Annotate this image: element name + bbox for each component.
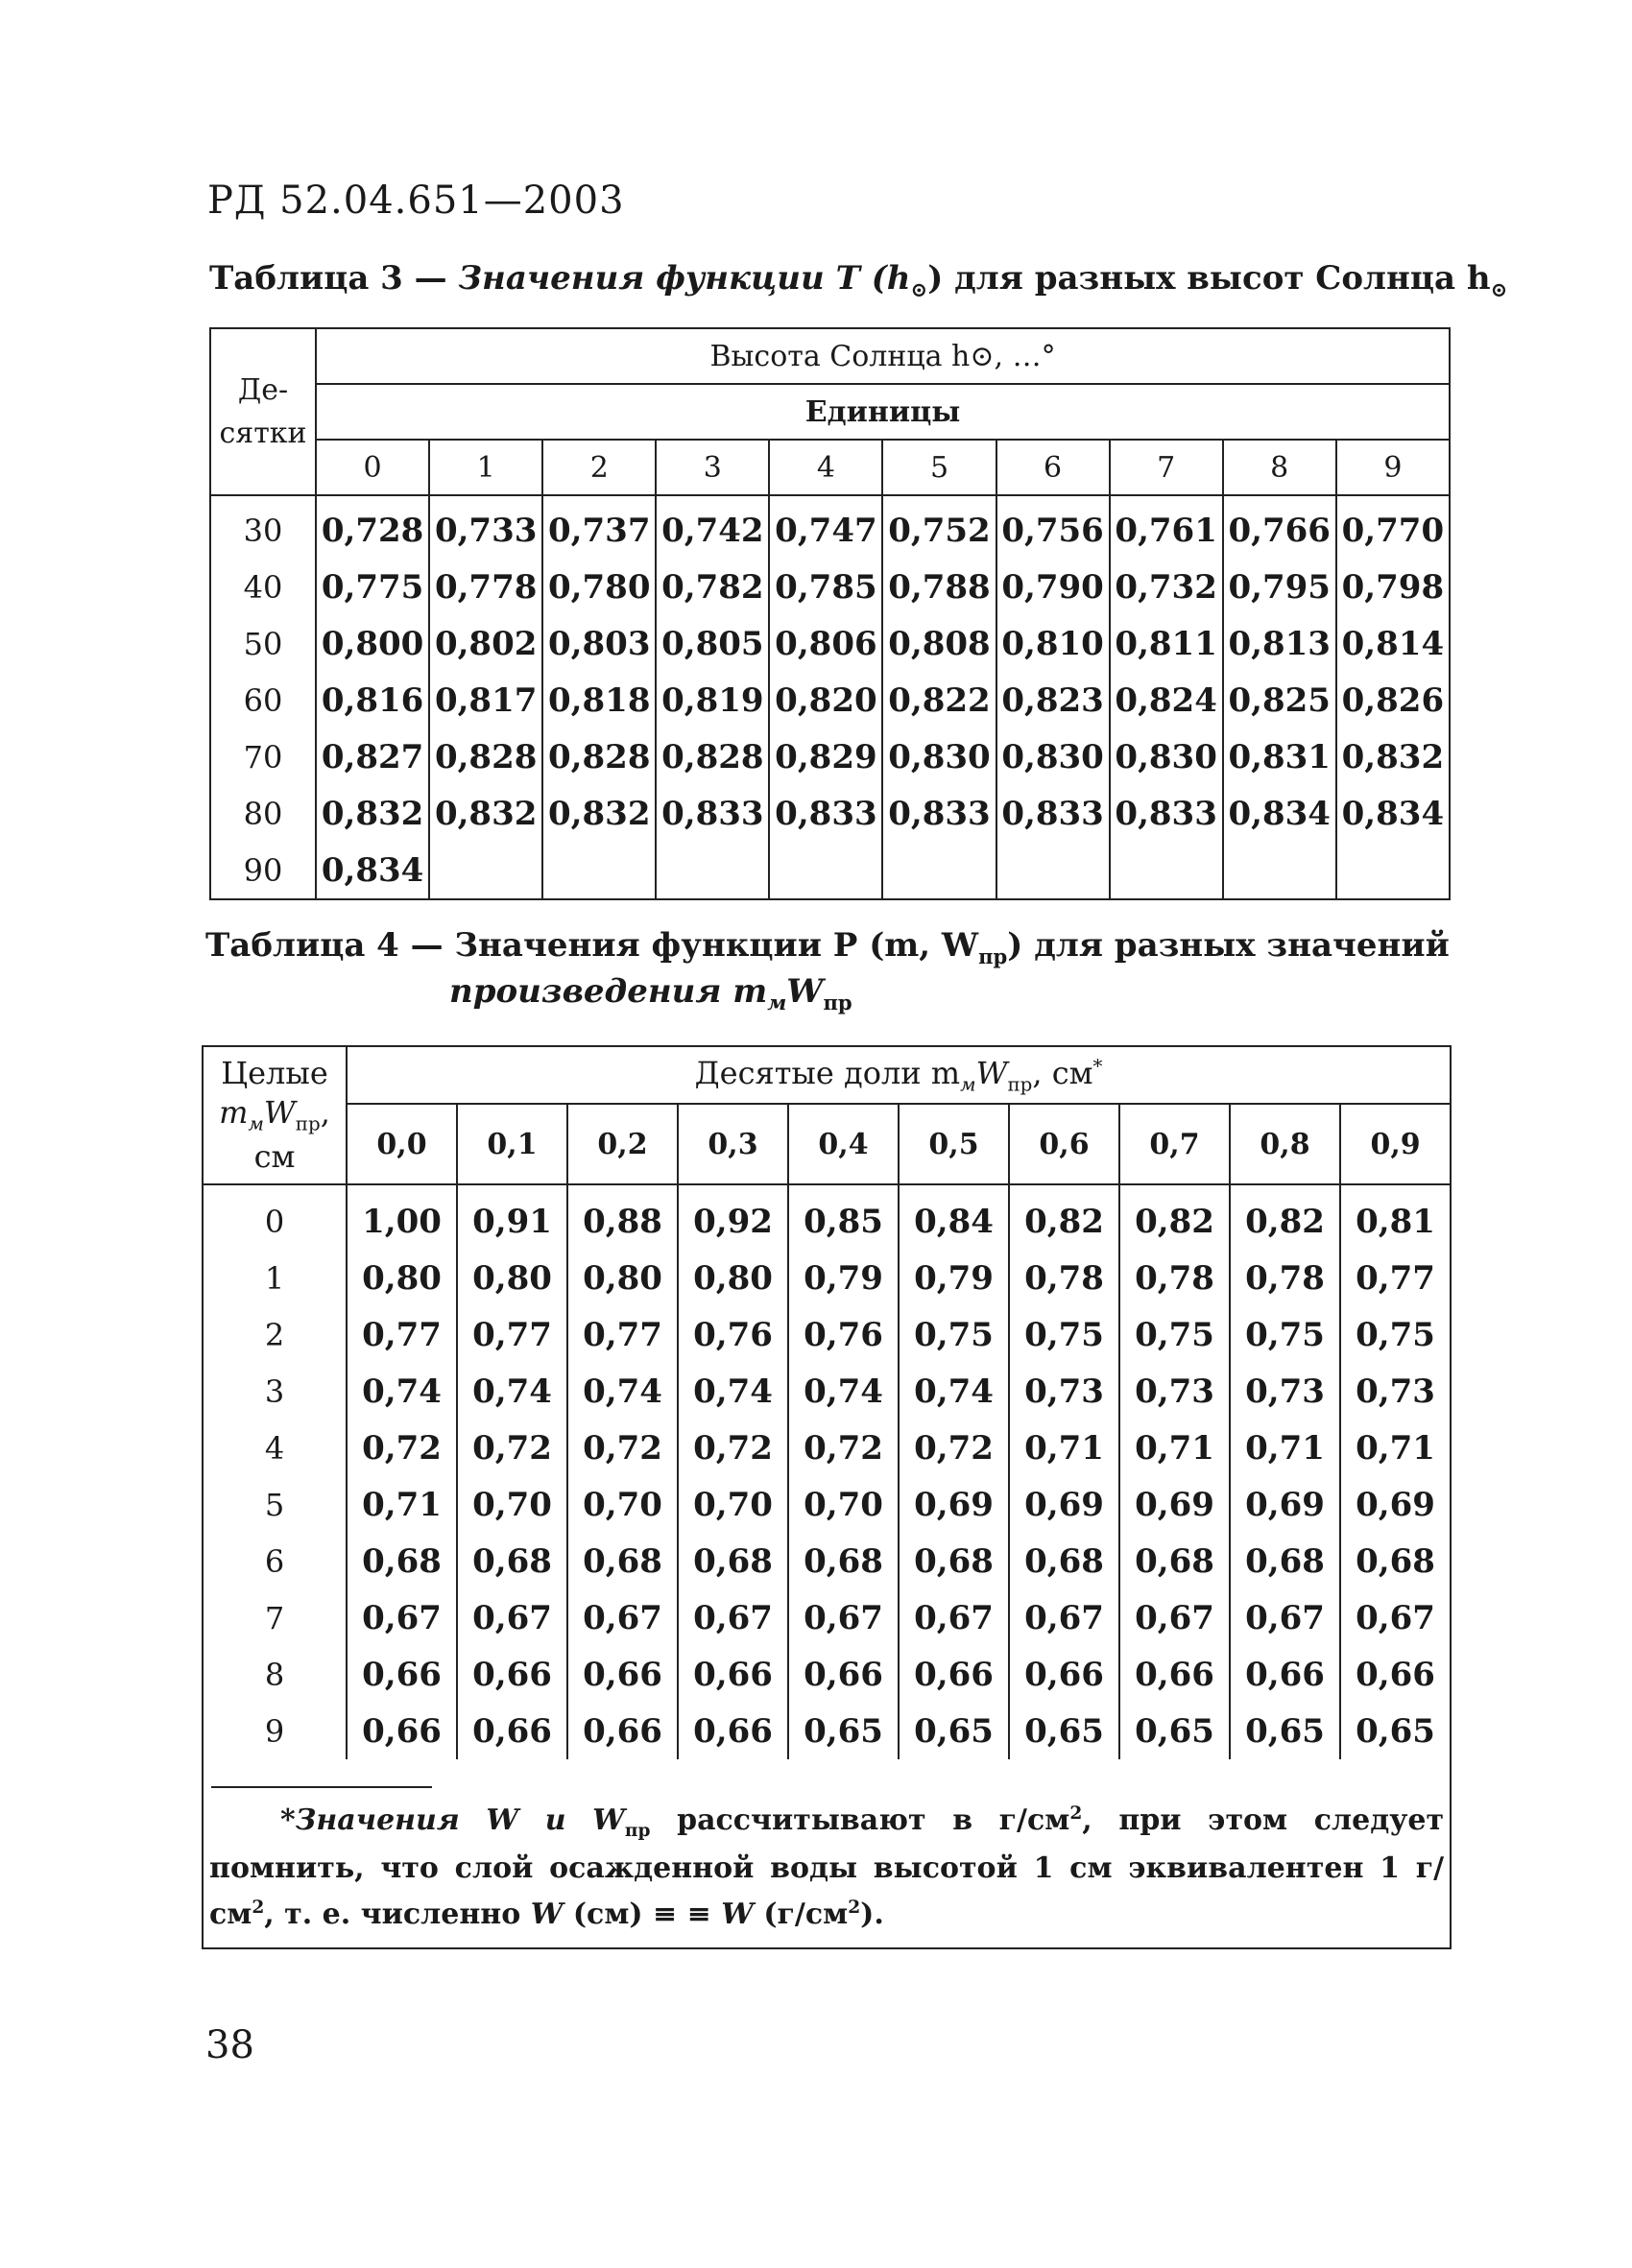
table4-column-header: 0,7 bbox=[1119, 1104, 1230, 1184]
table4-row-header: 9 bbox=[203, 1703, 347, 1759]
table4-cell: 0,88 bbox=[567, 1184, 678, 1250]
table3-cell: 0,805 bbox=[656, 615, 769, 672]
table4-row-header: 2 bbox=[203, 1306, 347, 1363]
table4-cell: 0,68 bbox=[1230, 1533, 1340, 1589]
footnote-w4: W bbox=[721, 1897, 754, 1931]
table3-header-height: Высота Солнца h⊙, …° bbox=[316, 328, 1450, 384]
table4-cell: 0,67 bbox=[457, 1589, 567, 1646]
table3-cell: 0,800 bbox=[316, 615, 429, 672]
table4-cell: 0,77 bbox=[347, 1306, 457, 1363]
table4-cell: 0,72 bbox=[567, 1420, 678, 1476]
table3-row-header: 90 bbox=[210, 842, 316, 899]
table4-cell: 0,66 bbox=[567, 1646, 678, 1703]
table4-header-tenths bbox=[347, 1046, 1451, 1104]
table4-header-w: W bbox=[975, 1054, 1008, 1091]
table3-caption-tail: ) для разных высот Солнца h bbox=[927, 259, 1491, 298]
table4-cell: 0,67 bbox=[788, 1589, 899, 1646]
table4-cell: 0,70 bbox=[567, 1476, 678, 1533]
table4-cell: 0,65 bbox=[1230, 1703, 1340, 1759]
table4-cell: 0,73 bbox=[1340, 1363, 1451, 1420]
table4-cell: 0,69 bbox=[899, 1476, 1009, 1533]
table3-cell: 0,833 bbox=[656, 785, 769, 842]
table-row bbox=[210, 672, 1450, 728]
table4-cell: 0,70 bbox=[678, 1476, 788, 1533]
table3-cell: 0,831 bbox=[1223, 728, 1336, 785]
footnote-part4: , при этом следует помнить, что слой осажденной воды высотой 1 см эквивалентен 1 г/см bbox=[209, 1803, 1445, 1931]
table3-row-header-label: Де- сятки bbox=[210, 328, 316, 495]
table4-header-text: Десятые доли m bbox=[694, 1054, 961, 1091]
table4-cell: 0,71 bbox=[1230, 1420, 1340, 1476]
table3-cell: 0,775 bbox=[316, 559, 429, 615]
table4-header-end: , см bbox=[1032, 1054, 1093, 1091]
table4-cell: 0,82 bbox=[1009, 1184, 1119, 1250]
table3-row-header: 60 bbox=[210, 672, 316, 728]
table3-column-header: 0 bbox=[316, 440, 429, 495]
table3-cell: 0,817 bbox=[429, 672, 542, 728]
table4-cell: 0,75 bbox=[1009, 1306, 1119, 1363]
table4-cell: 0,68 bbox=[788, 1533, 899, 1589]
table3-cell bbox=[769, 842, 882, 899]
table4-cell: 0,66 bbox=[1009, 1646, 1119, 1703]
table4-cell: 0,74 bbox=[567, 1363, 678, 1420]
table4-cell: 0,71 bbox=[347, 1476, 457, 1533]
table4-cell: 0,80 bbox=[567, 1250, 678, 1306]
table4-cell: 0,74 bbox=[678, 1363, 788, 1420]
table3-cell bbox=[1110, 842, 1223, 899]
table3-cell: 0,826 bbox=[1336, 672, 1450, 728]
footnote-part1: Значения bbox=[295, 1803, 487, 1837]
table4-cell: 0,66 bbox=[678, 1703, 788, 1759]
table4-cell: 1,00 bbox=[347, 1184, 457, 1250]
table3-cell: 0,798 bbox=[1336, 559, 1450, 615]
table4-cell: 0,79 bbox=[788, 1250, 899, 1306]
table4 bbox=[202, 1045, 1452, 1949]
table-row bbox=[203, 1363, 1451, 1420]
table3-cell: 0,832 bbox=[429, 785, 542, 842]
footnote-cell bbox=[203, 1759, 1451, 1948]
table4-cell: 0,66 bbox=[788, 1646, 899, 1703]
table-row bbox=[203, 1306, 1451, 1363]
table4-cell: 0,65 bbox=[1009, 1703, 1119, 1759]
footnote-marker: * bbox=[1092, 1055, 1103, 1078]
table3-cell: 0,802 bbox=[429, 615, 542, 672]
table3-row-header: 40 bbox=[210, 559, 316, 615]
table3-cell: 0,788 bbox=[882, 559, 996, 615]
table3-cell bbox=[542, 842, 656, 899]
table4-cell: 0,66 bbox=[457, 1646, 567, 1703]
table3-cell: 0,818 bbox=[542, 672, 656, 728]
table4-cell: 0,79 bbox=[899, 1250, 1009, 1306]
table4-header-sub-m: м bbox=[960, 1073, 976, 1096]
footnote-w2-sub: пр bbox=[624, 1821, 651, 1841]
table-row bbox=[203, 1476, 1451, 1533]
table-row bbox=[203, 1420, 1451, 1476]
table3-cell: 0,803 bbox=[542, 615, 656, 672]
table3-cell: 0,737 bbox=[542, 495, 656, 559]
table-row bbox=[203, 1589, 1451, 1646]
table4-cell: 0,68 bbox=[457, 1533, 567, 1589]
table4-corner-line1: Целые bbox=[221, 1054, 328, 1091]
footnote-part8: ). bbox=[860, 1897, 884, 1931]
table-row bbox=[203, 1533, 1451, 1589]
table4-cell: 0,66 bbox=[567, 1703, 678, 1759]
table4-cell: 0,81 bbox=[1340, 1184, 1451, 1250]
table4-column-header: 0,4 bbox=[788, 1104, 899, 1184]
table4-column-header: 0,5 bbox=[899, 1104, 1009, 1184]
table4-cell: 0,84 bbox=[899, 1184, 1009, 1250]
table-row bbox=[210, 559, 1450, 615]
table-row bbox=[203, 1184, 1451, 1250]
table3-cell: 0,756 bbox=[996, 495, 1110, 559]
table4-cell: 0,91 bbox=[457, 1184, 567, 1250]
table3-cell: 0,795 bbox=[1223, 559, 1336, 615]
table4-caption-sub: пр bbox=[978, 943, 1008, 968]
table4-caption-line2: произведения m bbox=[449, 972, 768, 1012]
table3-row-header: 30 bbox=[210, 495, 316, 559]
table3-cell: 0,834 bbox=[1223, 785, 1336, 842]
table3-cell: 0,752 bbox=[882, 495, 996, 559]
footnote-part3: рассчитывают в г/см bbox=[650, 1803, 1070, 1837]
table-row bbox=[210, 495, 1450, 559]
table3-cell bbox=[1336, 842, 1450, 899]
table3-cell: 0,728 bbox=[316, 495, 429, 559]
table4-cell: 0,68 bbox=[1119, 1533, 1230, 1589]
table4-cell: 0,68 bbox=[567, 1533, 678, 1589]
table4-row-header: 6 bbox=[203, 1533, 347, 1589]
table3-cell: 0,811 bbox=[1110, 615, 1223, 672]
table4-cell: 0,66 bbox=[457, 1703, 567, 1759]
table4-corner-w: W bbox=[263, 1094, 296, 1132]
table4-cell: 0,72 bbox=[899, 1420, 1009, 1476]
table4-cell: 0,72 bbox=[678, 1420, 788, 1476]
table4-cell: 0,75 bbox=[899, 1306, 1009, 1363]
table4-cell: 0,73 bbox=[1009, 1363, 1119, 1420]
table4-cell: 0,74 bbox=[347, 1363, 457, 1420]
table4-cell: 0,80 bbox=[457, 1250, 567, 1306]
table3-cell: 0,816 bbox=[316, 672, 429, 728]
table3-cell: 0,833 bbox=[996, 785, 1110, 842]
table4-cell: 0,78 bbox=[1119, 1250, 1230, 1306]
table3-column-header: 3 bbox=[656, 440, 769, 495]
table3-cell: 0,814 bbox=[1336, 615, 1450, 672]
table4-row-header: 0 bbox=[203, 1184, 347, 1250]
table4-cell: 0,72 bbox=[347, 1420, 457, 1476]
table3-cell: 0,782 bbox=[656, 559, 769, 615]
table4-cell: 0,82 bbox=[1119, 1184, 1230, 1250]
table-row bbox=[210, 785, 1450, 842]
table3-cell: 0,742 bbox=[656, 495, 769, 559]
table4-row-header: 1 bbox=[203, 1250, 347, 1306]
table4-cell: 0,66 bbox=[1340, 1646, 1451, 1703]
table4-cell: 0,73 bbox=[1230, 1363, 1340, 1420]
table3-column-header: 7 bbox=[1110, 440, 1223, 495]
table4-cell: 0,67 bbox=[1340, 1589, 1451, 1646]
table4-cell: 0,66 bbox=[1230, 1646, 1340, 1703]
table4-cell: 0,77 bbox=[567, 1306, 678, 1363]
table4-cell: 0,65 bbox=[788, 1703, 899, 1759]
table3-caption bbox=[209, 257, 1508, 303]
sun-symbol-icon: ⊙ bbox=[1490, 276, 1508, 301]
table-row bbox=[210, 615, 1450, 672]
table4-cell: 0,74 bbox=[899, 1363, 1009, 1420]
table4-cell: 0,66 bbox=[347, 1703, 457, 1759]
table3-column-header: 4 bbox=[769, 440, 882, 495]
table3-cell bbox=[882, 842, 996, 899]
table4-row-header-label: Целые $m_мW_{пр}$, см bbox=[203, 1046, 347, 1184]
table4-cell: 0,73 bbox=[1119, 1363, 1230, 1420]
table4-cell: 0,75 bbox=[1119, 1306, 1230, 1363]
table4-row-header: 4 bbox=[203, 1420, 347, 1476]
table4-cell: 0,77 bbox=[457, 1306, 567, 1363]
document-code: РД 52.04.651—2003 bbox=[207, 179, 625, 223]
table3-cell: 0,733 bbox=[429, 495, 542, 559]
table3-cell: 0,833 bbox=[882, 785, 996, 842]
footnote-w3: W bbox=[530, 1897, 564, 1931]
table4-cell: 0,92 bbox=[678, 1184, 788, 1250]
table4-cell: 0,78 bbox=[1009, 1250, 1119, 1306]
table3-column-header: 5 bbox=[882, 440, 996, 495]
table4-corner-unit: см bbox=[253, 1137, 296, 1175]
table4-cell: 0,67 bbox=[678, 1589, 788, 1646]
table3-cell bbox=[656, 842, 769, 899]
table4-caption-w: W bbox=[786, 972, 824, 1012]
table3-cell: 0,832 bbox=[316, 785, 429, 842]
table3-column-header: 2 bbox=[542, 440, 656, 495]
table3-cell: 0,732 bbox=[1110, 559, 1223, 615]
table-row bbox=[210, 728, 1450, 785]
table3-cell: 0,770 bbox=[1336, 495, 1450, 559]
footnote-part5: , т. е. численно bbox=[264, 1897, 531, 1931]
table4-cell: 0,68 bbox=[899, 1533, 1009, 1589]
table4-caption-sub-pr: пр bbox=[823, 991, 852, 1015]
table3-cell: 0,808 bbox=[882, 615, 996, 672]
table3 bbox=[209, 327, 1451, 900]
table4-caption-sub-m: м bbox=[767, 991, 787, 1015]
table4-corner-m: m bbox=[219, 1094, 249, 1132]
table3-cell: 0,823 bbox=[996, 672, 1110, 728]
table3-column-header: 6 bbox=[996, 440, 1110, 495]
table4-cell: 0,82 bbox=[1230, 1184, 1340, 1250]
table3-cell: 0,827 bbox=[316, 728, 429, 785]
table-row bbox=[203, 1646, 1451, 1703]
footnote-sup2: 2 bbox=[252, 1897, 265, 1918]
table4-cell: 0,69 bbox=[1340, 1476, 1451, 1533]
table3-cell: 0,830 bbox=[996, 728, 1110, 785]
table4-cell: 0,67 bbox=[1230, 1589, 1340, 1646]
table4-cell: 0,65 bbox=[1119, 1703, 1230, 1759]
table4-cell: 0,68 bbox=[1009, 1533, 1119, 1589]
table4-cell: 0,78 bbox=[1230, 1250, 1340, 1306]
table3-cell: 0,830 bbox=[882, 728, 996, 785]
table4-cell: 0,67 bbox=[567, 1589, 678, 1646]
footnote-part6: (см) ≡ ≡ bbox=[563, 1897, 722, 1931]
footnote-row bbox=[203, 1759, 1451, 1948]
table3-cell: 0,822 bbox=[882, 672, 996, 728]
table3-cell: 0,832 bbox=[1336, 728, 1450, 785]
table4-cell: 0,71 bbox=[1340, 1420, 1451, 1476]
table3-cell: 0,806 bbox=[769, 615, 882, 672]
table3-column-header: 1 bbox=[429, 440, 542, 495]
table4-caption-line1: Таблица 4 — Значения функции P (m, W bbox=[205, 926, 979, 965]
table-row bbox=[203, 1703, 1451, 1759]
table3-cell: 0,828 bbox=[542, 728, 656, 785]
table3-row-header: 50 bbox=[210, 615, 316, 672]
table3-cell: 0,830 bbox=[1110, 728, 1223, 785]
table4-caption-line1-end: ) для разных значений bbox=[1007, 926, 1450, 965]
page-number: 38 bbox=[205, 2023, 254, 2067]
table4-cell: 0,65 bbox=[899, 1703, 1009, 1759]
table3-cell: 0,780 bbox=[542, 559, 656, 615]
table4-cell: 0,65 bbox=[1340, 1703, 1451, 1759]
table4-cell: 0,80 bbox=[678, 1250, 788, 1306]
table3-cell: 0,824 bbox=[1110, 672, 1223, 728]
table4-cell: 0,66 bbox=[678, 1646, 788, 1703]
table3-cell: 0,833 bbox=[1110, 785, 1223, 842]
table3-cell: 0,828 bbox=[429, 728, 542, 785]
table4-cell: 0,69 bbox=[1230, 1476, 1340, 1533]
footnote-part2: и bbox=[518, 1803, 593, 1837]
table4-cell: 0,66 bbox=[1119, 1646, 1230, 1703]
table3-row-header: 70 bbox=[210, 728, 316, 785]
footnote-part7: (г/см bbox=[753, 1897, 849, 1931]
table3-row-header: 80 bbox=[210, 785, 316, 842]
footnote-sup3: 2 bbox=[848, 1897, 861, 1918]
table3-cell: 0,761 bbox=[1110, 495, 1223, 559]
table4-header-sub-pr: пр bbox=[1007, 1073, 1033, 1096]
table3-cell: 0,785 bbox=[769, 559, 882, 615]
footnote-text bbox=[204, 1788, 1450, 1947]
table3-cell bbox=[996, 842, 1110, 899]
table4-cell: 0,70 bbox=[788, 1476, 899, 1533]
table3-cell: 0,820 bbox=[769, 672, 882, 728]
table4-column-header: 0,2 bbox=[567, 1104, 678, 1184]
table4-cell: 0,69 bbox=[1009, 1476, 1119, 1533]
table4-column-header: 0,3 bbox=[678, 1104, 788, 1184]
footnote-star: * bbox=[280, 1803, 296, 1837]
table3-caption-body: Значения функции T (h bbox=[458, 259, 911, 298]
table4-cell: 0,67 bbox=[899, 1589, 1009, 1646]
table4-row-header: 5 bbox=[203, 1476, 347, 1533]
table3-cell: 0,829 bbox=[769, 728, 882, 785]
table4-corner-sub-m: м bbox=[248, 1112, 264, 1135]
table3-cell: 0,828 bbox=[656, 728, 769, 785]
table4-cell: 0,85 bbox=[788, 1184, 899, 1250]
table4-cell: 0,68 bbox=[1340, 1533, 1451, 1589]
table4-row-header: 8 bbox=[203, 1646, 347, 1703]
table3-cell: 0,834 bbox=[316, 842, 429, 899]
table3-cell: 0,813 bbox=[1223, 615, 1336, 672]
footnote-w1: W bbox=[486, 1803, 519, 1837]
table4-cell: 0,70 bbox=[457, 1476, 567, 1533]
table3-column-header: 9 bbox=[1336, 440, 1450, 495]
table4-column-header: 0,1 bbox=[457, 1104, 567, 1184]
table-row bbox=[210, 842, 1450, 899]
table3-cell: 0,832 bbox=[542, 785, 656, 842]
table4-cell: 0,71 bbox=[1009, 1420, 1119, 1476]
table-row bbox=[203, 1250, 1451, 1306]
table3-column-header: 8 bbox=[1223, 440, 1336, 495]
table4-cell: 0,80 bbox=[347, 1250, 457, 1306]
table4-cell: 0,66 bbox=[347, 1646, 457, 1703]
table4-cell: 0,71 bbox=[1119, 1420, 1230, 1476]
table4-cell: 0,75 bbox=[1340, 1306, 1451, 1363]
table4-row-header: 3 bbox=[203, 1363, 347, 1420]
table4-cell: 0,72 bbox=[457, 1420, 567, 1476]
table4-cell: 0,68 bbox=[678, 1533, 788, 1589]
table4-cell: 0,66 bbox=[899, 1646, 1009, 1703]
table4-column-header: 0,8 bbox=[1230, 1104, 1340, 1184]
table4-cell: 0,67 bbox=[1119, 1589, 1230, 1646]
table3-cell bbox=[1223, 842, 1336, 899]
table4-cell: 0,77 bbox=[1340, 1250, 1451, 1306]
table4-cell: 0,75 bbox=[1230, 1306, 1340, 1363]
table4-cell: 0,67 bbox=[1009, 1589, 1119, 1646]
footnote-w2: W bbox=[592, 1803, 625, 1837]
table4-cell: 0,69 bbox=[1119, 1476, 1230, 1533]
table4-caption bbox=[205, 924, 1453, 1017]
table3-cell: 0,834 bbox=[1336, 785, 1450, 842]
table3-cell: 0,766 bbox=[1223, 495, 1336, 559]
table4-cell: 0,76 bbox=[788, 1306, 899, 1363]
table3-cell: 0,790 bbox=[996, 559, 1110, 615]
footnote-sup1: 2 bbox=[1069, 1803, 1083, 1824]
sun-symbol-icon: ⊙ bbox=[910, 276, 928, 301]
table3-cell bbox=[429, 842, 542, 899]
table3-header-units: Единицы bbox=[316, 384, 1450, 440]
table4-column-header: 0,6 bbox=[1009, 1104, 1119, 1184]
table3-cell: 0,833 bbox=[769, 785, 882, 842]
table4-cell: 0,72 bbox=[788, 1420, 899, 1476]
table4-cell: 0,74 bbox=[788, 1363, 899, 1420]
table4-row-header: 7 bbox=[203, 1589, 347, 1646]
table4-cell: 0,76 bbox=[678, 1306, 788, 1363]
table4-column-header: 0,9 bbox=[1340, 1104, 1451, 1184]
table3-cell: 0,810 bbox=[996, 615, 1110, 672]
table4-column-header: 0,0 bbox=[347, 1104, 457, 1184]
table3-caption-prefix: Таблица 3 — bbox=[209, 259, 459, 298]
table3-cell: 0,778 bbox=[429, 559, 542, 615]
table3-cell: 0,747 bbox=[769, 495, 882, 559]
table3-cell: 0,819 bbox=[656, 672, 769, 728]
table4-cell: 0,67 bbox=[347, 1589, 457, 1646]
table3-cell: 0,825 bbox=[1223, 672, 1336, 728]
table4-cell: 0,74 bbox=[457, 1363, 567, 1420]
table4-cell: 0,68 bbox=[347, 1533, 457, 1589]
table4-corner-sub-pr: пр bbox=[295, 1112, 321, 1135]
